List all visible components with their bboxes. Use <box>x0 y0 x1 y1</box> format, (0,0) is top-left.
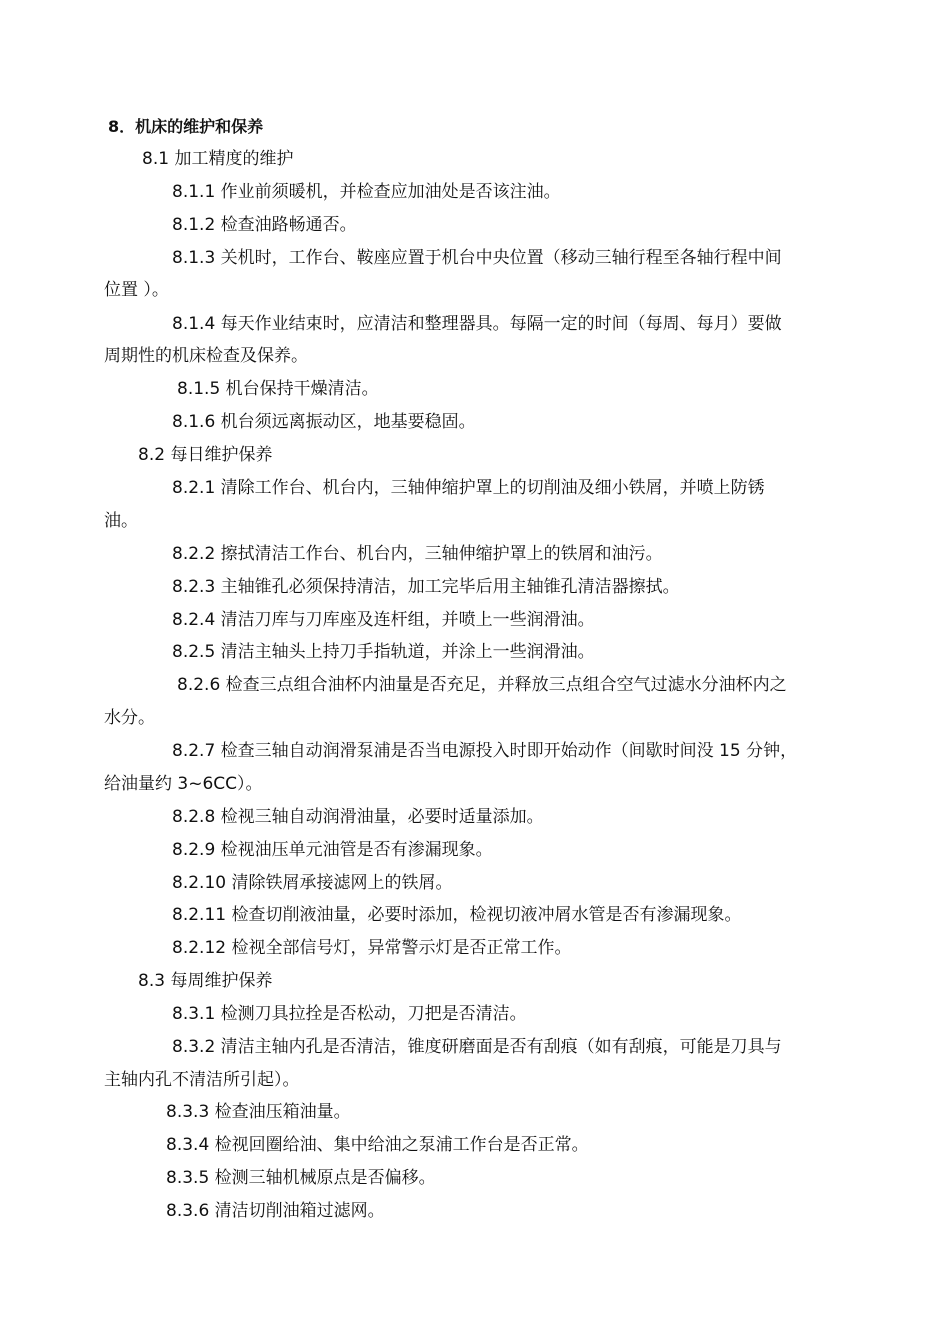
item-line: 8.2.10 清除铁屑承接滤网上的铁屑。 <box>172 873 453 893</box>
item-line: 8.3.3 检查油压箱油量。 <box>166 1102 351 1122</box>
item-line: 8.2.2 擦拭清洁工作台、机台内，三轴伸缩护罩上的铁屑和油污。 <box>172 544 663 564</box>
item-line: 8.2.9 检视油压单元油管是否有渗漏现象。 <box>172 840 493 860</box>
page-title: 8．机床的维护和保养 <box>108 117 264 136</box>
item-line: 8.3.1 检测刀具拉拴是否松动，刀把是否清洁。 <box>172 1004 527 1024</box>
item-line: 8.2.11 检查切削液油量，必要时添加，检视切液冲屑水管是否有渗漏现象。 <box>172 905 742 925</box>
item-line: 8.3.6 清洁切削油箱过滤网。 <box>166 1201 385 1221</box>
item-line: 8.1.2 检查油路畅通否。 <box>172 215 357 235</box>
item-line: 8.1.1 作业前须暖机，并检查应加油处是否该注油。 <box>172 182 561 202</box>
item-line-continued: 主轴内孔不清洁所引起）。 <box>104 1070 300 1090</box>
section-title: 8.1 加工精度的维护 <box>142 149 294 169</box>
item-line: 8.1.4 每天作业结束时，应清洁和整理器具。每隔一定的时间（每周、每月）要做 <box>172 314 782 334</box>
item-line: 8.2.4 清洁刀库与刀库座及连杆组，并喷上一些润滑油。 <box>172 610 595 630</box>
item-line: 8.2.3 主轴锥孔必须保持清洁，加工完毕后用主轴锥孔清洁器擦拭。 <box>172 577 680 597</box>
item-line: 8.1.6 机台须远离振动区，地基要稳固。 <box>172 412 476 432</box>
item-line-continued: 位置 ）。 <box>104 280 169 300</box>
item-line: 8.2.8 检视三轴自动润滑油量，必要时适量添加。 <box>172 807 544 827</box>
item-line: 8.3.4 检视回圈给油、集中给油之泵浦工作台是否正常。 <box>166 1135 589 1155</box>
item-line: 8.3.2 清洁主轴内孔是否清洁，锥度研磨面是否有刮痕（如有刮痕，可能是刀具与 <box>172 1037 782 1057</box>
section-title: 8.3 每周维护保养 <box>138 971 273 991</box>
item-line-continued: 周期性的机床检查及保养。 <box>104 346 308 366</box>
item-line: 8.1.5 机台保持干燥清洁。 <box>177 379 379 399</box>
item-line: 8.2.6 检查三点组合油杯内油量是否充足，并释放三点组合空气过滤水分油杯内之 <box>177 675 787 695</box>
item-line-continued: 水分。 <box>104 708 155 728</box>
item-line: 8.2.12 检视全部信号灯，异常警示灯是否正常工作。 <box>172 938 572 958</box>
item-line: 8.2.1 清除工作台、机台内，三轴伸缩护罩上的切削油及细小铁屑，并喷上防锈 <box>172 478 765 498</box>
item-line: 8.3.5 检测三轴机械原点是否偏移。 <box>166 1168 436 1188</box>
section-title: 8.2 每日维护保养 <box>138 445 273 465</box>
item-line: 8.2.5 清洁主轴头上持刀手指轨道，并涂上一些润滑油。 <box>172 642 595 662</box>
item-line-continued: 油。 <box>104 511 138 531</box>
item-line: 8.1.3 关机时，工作台、鞍座应置于机台中央位置（移动三轴行程至各轴行程中间 <box>172 248 782 268</box>
item-line: 8.2.7 检查三轴自动润滑泵浦是否当电源投入时即开始动作（间歇时间没 15 分钟， <box>172 741 798 761</box>
item-line-continued: 给油量约 3~6CC）。 <box>104 774 263 794</box>
